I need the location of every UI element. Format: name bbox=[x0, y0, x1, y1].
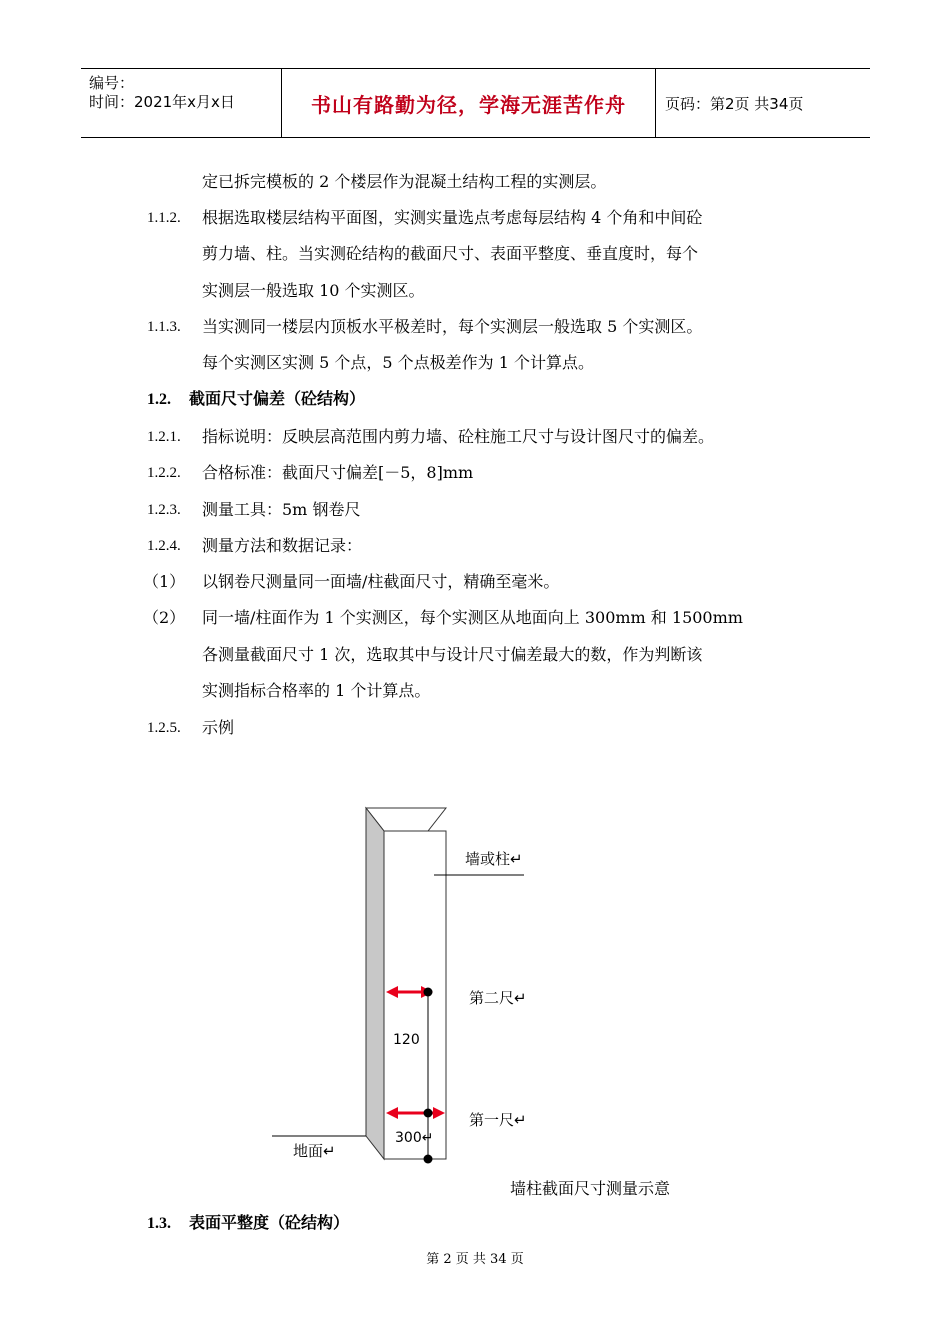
page-footer: 第 2 页 共 34 页 bbox=[426, 1252, 524, 1267]
second-ruler-label: 第二尺↵ bbox=[469, 989, 527, 1007]
measure-point bbox=[424, 988, 433, 997]
page-info: 页码：第2页 共34页 bbox=[665, 94, 804, 113]
paragraph-line: 实测层一般选取 10 个实测区。 bbox=[202, 281, 425, 300]
item-number: （1） bbox=[143, 572, 186, 591]
paragraph-line: 剪力墙、柱。当实测砼结构的截面尺寸、表面平整度、垂直度时，每个 bbox=[202, 244, 699, 263]
item-number: （2） bbox=[143, 608, 186, 627]
paragraph-line: 测量方法和数据记录： bbox=[202, 536, 363, 555]
measurement-diagram bbox=[262, 795, 702, 1205]
paragraph-line: 合格标准：截面尺寸偏差[－5，8]mm bbox=[202, 463, 474, 482]
header-right-cell bbox=[655, 69, 870, 137]
time-label: 时间：2021年x月x日 bbox=[89, 93, 235, 111]
dimension-120-label: 120 bbox=[393, 1032, 420, 1048]
ground-label: 地面↵ bbox=[293, 1142, 336, 1160]
section-number: 1.2.5. bbox=[147, 720, 181, 736]
paragraph-line: 示例 bbox=[202, 718, 235, 737]
heading-title: 表面平整度（砼结构） bbox=[189, 1213, 350, 1232]
header-center-cell bbox=[281, 69, 656, 137]
paragraph-line: 根据选取楼层结构平面图，实测实量选点考虑每层结构 4 个角和中间砼 bbox=[202, 208, 703, 227]
paragraph-continued: 定已拆完模板的 2 个楼层作为混凝土结构工程的实测层。 bbox=[202, 172, 607, 191]
heading-number: 1.2. bbox=[147, 391, 171, 408]
dimension-300-label: 300↵ bbox=[395, 1130, 434, 1146]
code-label: 编号： bbox=[89, 74, 135, 92]
figure-caption: 墙柱截面尺寸测量示意 bbox=[510, 1179, 671, 1198]
column-side-face bbox=[366, 808, 384, 1159]
heading-1-2 bbox=[147, 389, 365, 410]
paragraph-line: 测量工具：5m 钢卷尺 bbox=[202, 500, 361, 519]
paragraph-line: 每个实测区实测 5 个点，5 个点极差作为 1 个计算点。 bbox=[202, 353, 594, 372]
section-number: 1.1.2. bbox=[147, 210, 181, 226]
section-number: 1.2.2. bbox=[147, 465, 181, 481]
paragraph-line: 实测指标合格率的 1 个计算点。 bbox=[202, 681, 431, 700]
measure-point bbox=[424, 1109, 433, 1118]
first-ruler-label: 第一尺↵ bbox=[469, 1111, 527, 1129]
paragraph-line: 同一墙/柱面作为 1 个实测区，每个实测区从地面向上 300mm 和 1500mm bbox=[202, 608, 743, 627]
section-number: 1.1.3. bbox=[147, 319, 181, 335]
paragraph-line: 各测量截面尺寸 1 次，选取其中与设计尺寸偏差最大的数，作为判断该 bbox=[202, 645, 703, 664]
heading-title: 截面尺寸偏差（砼结构） bbox=[189, 389, 366, 408]
section-number: 1.2.3. bbox=[147, 502, 181, 518]
wall-or-column-label: 墙或柱↵ bbox=[465, 850, 523, 868]
motto: 书山有路勤为径，学海无涯苦作舟 bbox=[311, 92, 626, 117]
paragraph-line: 当实测同一楼层内顶板水平极差时，每个实测层一般选取 5 个实测区。 bbox=[202, 317, 703, 336]
section-number: 1.2.4. bbox=[147, 538, 181, 554]
section-number: 1.2.1. bbox=[147, 429, 181, 445]
page-header bbox=[81, 68, 870, 138]
heading-number: 1.3. bbox=[147, 1215, 171, 1232]
header-left-cell bbox=[81, 69, 281, 137]
paragraph-line: 指标说明：反映层高范围内剪力墙、砼柱施工尺寸与设计图尺寸的偏差。 bbox=[202, 427, 715, 446]
heading-1-3 bbox=[147, 1213, 349, 1234]
ground-point bbox=[424, 1155, 433, 1164]
paragraph-line: 以钢卷尺测量同一面墙/柱截面尺寸，精确至毫米。 bbox=[202, 572, 560, 591]
